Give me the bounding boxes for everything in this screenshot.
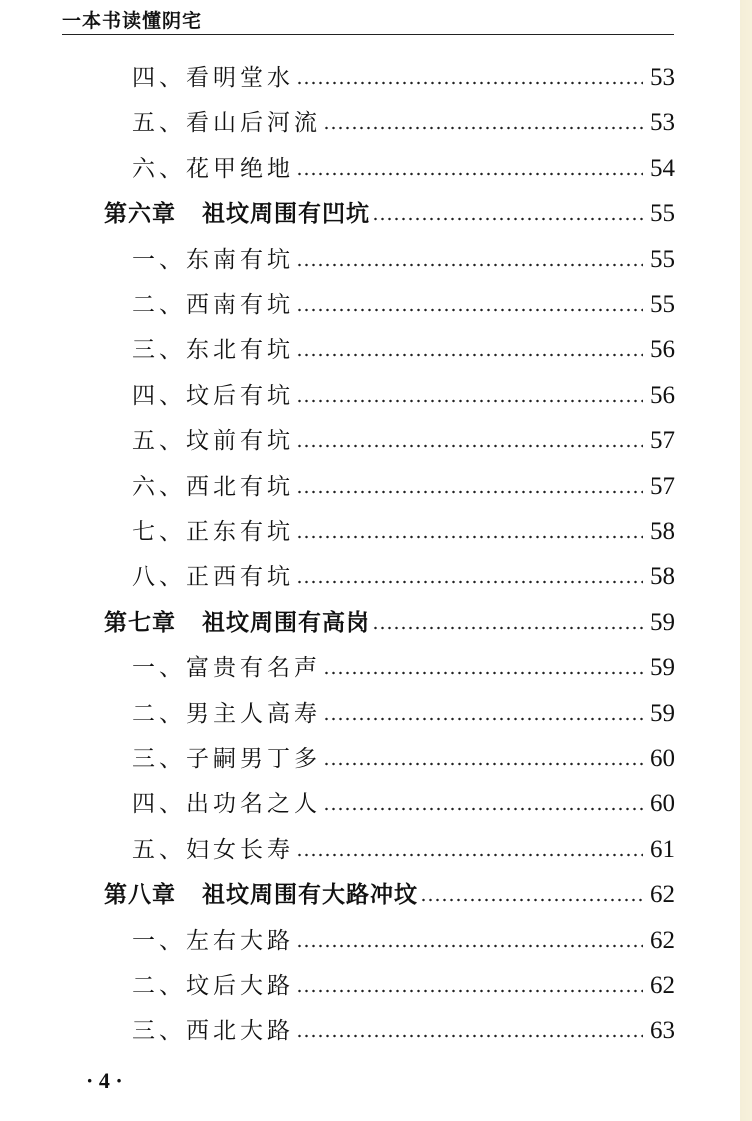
section-title: 看山后河流 <box>186 110 321 137</box>
toc-section-entry <box>132 234 675 274</box>
section-title: 坟后大路 <box>186 973 294 999</box>
section-title: 男主人高寿 <box>186 700 321 727</box>
header-rule <box>62 34 674 35</box>
dot-leader <box>420 881 643 903</box>
dot-leader <box>296 518 643 540</box>
toc-page-number: 61 <box>650 835 675 863</box>
dot-leader <box>296 336 643 358</box>
section-number: 七、 <box>132 519 186 545</box>
section-number: 三、 <box>132 337 186 364</box>
section-title: 花甲绝地 <box>186 155 294 182</box>
toc-section-entry <box>132 1005 675 1045</box>
section-number: 三、 <box>132 1018 186 1045</box>
toc-section-entry <box>132 279 675 319</box>
section-title: 左右大路 <box>186 927 294 954</box>
section-number: 四、 <box>132 65 186 91</box>
toc-chapter-entry <box>104 188 675 228</box>
toc-page-number: 58 <box>650 563 675 591</box>
toc-page-number: 57 <box>650 472 675 500</box>
dot-leader <box>296 427 643 449</box>
dot-leader <box>323 790 643 812</box>
section-number: 一、 <box>132 927 186 954</box>
dot-leader <box>296 1017 643 1039</box>
toc-page-number: 60 <box>650 790 675 818</box>
section-number: 六、 <box>132 473 186 500</box>
dot-leader <box>296 563 643 585</box>
toc-page-number: 54 <box>650 154 675 182</box>
section-number: 一、 <box>132 655 186 682</box>
toc-section-entry <box>132 960 675 1000</box>
dot-leader <box>372 609 643 631</box>
dot-leader <box>296 836 643 858</box>
toc-page-number: 58 <box>650 518 675 545</box>
toc-section-entry <box>132 733 675 773</box>
chapter-number: 第七章 <box>104 609 176 636</box>
toc-section-entry <box>132 97 675 137</box>
toc-page-number: 63 <box>650 1017 675 1045</box>
dot-leader <box>296 246 643 268</box>
section-number: 四、 <box>132 791 186 818</box>
section-number: 一、 <box>132 246 186 273</box>
dot-leader <box>296 473 643 495</box>
toc-section-entry <box>132 370 675 410</box>
section-title: 东南有坑 <box>186 246 294 273</box>
toc-page-number: 62 <box>650 926 675 954</box>
scan-edge <box>740 0 752 1121</box>
section-number: 五、 <box>132 836 186 863</box>
dot-leader <box>323 745 643 767</box>
toc-page-number: 53 <box>650 109 675 137</box>
chapter-number: 第六章 <box>104 201 176 228</box>
section-number: 五、 <box>132 428 186 455</box>
toc-section-entry <box>132 688 675 728</box>
toc-section-entry <box>132 461 675 501</box>
section-title: 子嗣男丁多 <box>186 746 321 772</box>
chapter-number: 第八章 <box>104 882 176 909</box>
section-title: 妇女长寿 <box>186 836 294 863</box>
toc-chapter-entry <box>104 597 675 637</box>
toc-page-number: 62 <box>650 972 675 999</box>
toc-section-entry <box>132 915 675 955</box>
section-title: 坟后有坑 <box>186 382 294 409</box>
dot-leader <box>323 109 643 131</box>
section-number: 四、 <box>132 382 186 409</box>
section-title: 西北大路 <box>186 1018 294 1045</box>
section-title: 富贵有名声 <box>186 655 321 682</box>
toc-page-number: 59 <box>650 699 675 727</box>
toc-section-entry <box>132 778 675 818</box>
toc-page-number: 53 <box>650 64 675 91</box>
chapter-title: 祖坟周围有高岗 <box>202 609 370 636</box>
section-number: 二、 <box>132 700 186 727</box>
toc-page-number: 59 <box>650 608 675 636</box>
section-title: 坟前有坑 <box>186 428 294 455</box>
running-head: 一本书读懂阴宅 <box>62 10 203 32</box>
dot-leader <box>372 200 643 222</box>
page-number: · 4 · <box>86 1068 123 1093</box>
toc-section-entry <box>132 506 675 546</box>
section-title: 出功名之人 <box>186 791 321 818</box>
toc-section-entry <box>132 642 675 682</box>
dot-leader <box>296 927 643 949</box>
dot-leader <box>296 64 643 86</box>
chapter-title: 祖坟周围有大路冲坟 <box>202 882 418 909</box>
section-number: 三、 <box>132 746 186 772</box>
toc-page-number: 59 <box>650 654 675 682</box>
section-title: 东北有坑 <box>186 337 294 364</box>
section-number: 二、 <box>132 973 186 999</box>
section-title: 西南有坑 <box>186 292 294 318</box>
toc-chapter-entry <box>104 869 675 909</box>
toc-page-number: 55 <box>650 200 675 228</box>
toc-section-entry <box>132 415 675 455</box>
section-title: 西北有坑 <box>186 473 294 500</box>
toc-page-number: 56 <box>650 381 675 409</box>
section-title: 正西有坑 <box>186 564 294 591</box>
toc-section-entry <box>132 324 675 364</box>
dot-leader <box>296 972 643 994</box>
section-number: 八、 <box>132 564 186 591</box>
toc-section-entry <box>132 52 675 92</box>
section-number: 六、 <box>132 155 186 182</box>
dot-leader <box>296 382 643 404</box>
toc-page-number: 56 <box>650 336 675 364</box>
toc-page-number: 62 <box>650 881 675 909</box>
toc-page-number: 57 <box>650 427 675 455</box>
toc-section-entry <box>132 551 675 591</box>
dot-leader <box>296 291 643 313</box>
dot-leader <box>296 155 643 177</box>
toc-page-number: 55 <box>650 245 675 273</box>
section-number: 二、 <box>132 292 186 318</box>
toc-section-entry <box>132 824 675 864</box>
section-title: 看明堂水 <box>186 65 294 91</box>
section-title: 正东有坑 <box>186 519 294 545</box>
chapter-title: 祖坟周围有凹坑 <box>202 201 370 228</box>
dot-leader <box>323 700 643 722</box>
toc-section-entry <box>132 143 675 183</box>
section-number: 五、 <box>132 110 186 137</box>
dot-leader <box>323 654 643 676</box>
toc-page-number: 55 <box>650 291 675 318</box>
toc-page-number: 60 <box>650 745 675 772</box>
